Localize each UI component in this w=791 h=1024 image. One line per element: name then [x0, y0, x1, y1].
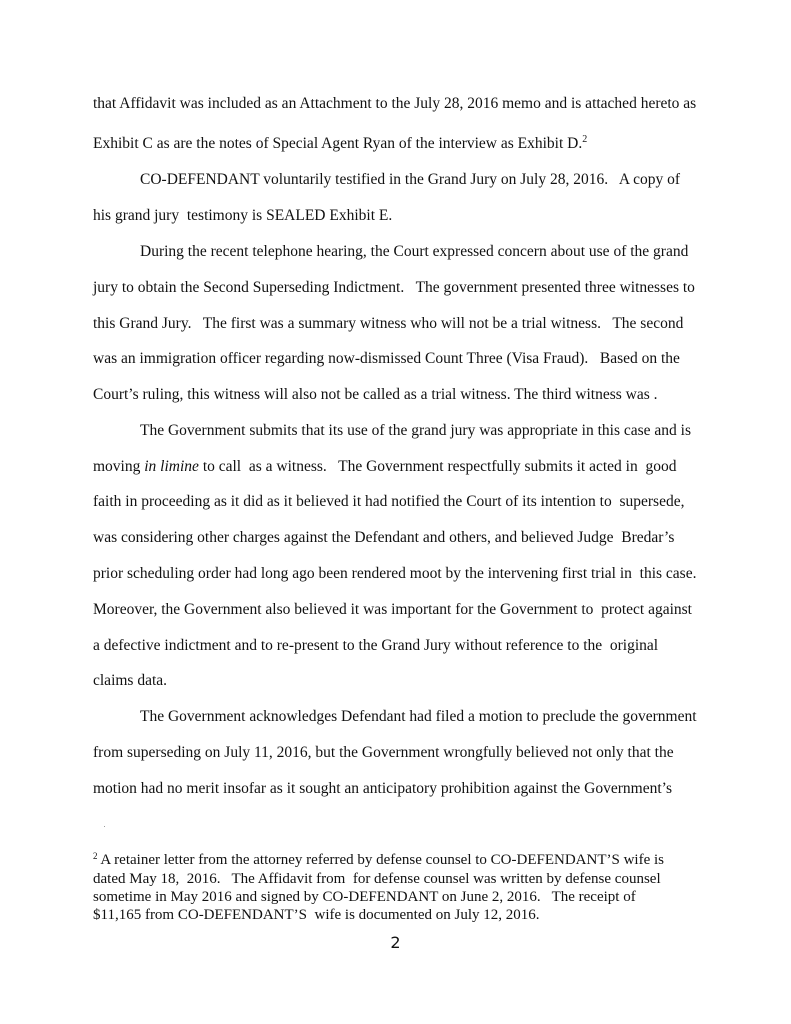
page-number: 2	[390, 933, 401, 952]
body-text-line	[93, 134, 587, 154]
body-text-line: claims data.	[93, 672, 168, 689]
scan-speck	[104, 826, 105, 827]
footnote-line: sometime in May 2016 and signed by CO-DEFENDANT on June 2, 2016. The receipt of	[93, 889, 636, 905]
body-text-line: During the recent telephone hearing, the Court expressed concern about use of the grand	[140, 243, 689, 260]
body-text-line: The Government acknowledges Defendant had filed a motion to preclude the government	[140, 708, 697, 725]
footnote-line: dated May 18, 2016. The Affidavit from for defense counsel was written by defense counsel	[93, 871, 661, 887]
body-text-segment: moving	[93, 458, 145, 475]
body-text-line: faith in proceeding as it did as it believed it had notified the Court of its intention to supersede,	[93, 493, 685, 510]
body-text-line: prior scheduling order had long ago been rendered moot by the intervening first trial in this case.	[93, 565, 697, 582]
body-text-line: a defective indictment and to re-present to the Grand Jury without reference to the original	[93, 637, 659, 654]
body-text-line: this Grand Jury. The first was a summary witness who will not be a trial witness. The second	[93, 315, 684, 332]
body-text-line: was an immigration officer regarding now-dismissed Count Three (Visa Fraud). Based on the	[93, 350, 680, 367]
body-text-line: his grand jury testimony is SEALED Exhibit E.	[93, 207, 393, 224]
italic-legal-term: in limine	[144, 458, 199, 475]
body-text-line: The Government submits that its use of the grand jury was appropriate in this case and is	[140, 422, 691, 439]
body-text-line: jury to obtain the Second Superseding Indictment. The government presented three witnesses to	[93, 279, 695, 296]
body-text-line: Court’s ruling, this witness will also not be called as a trial witness. The third witness was .	[93, 386, 658, 403]
footnote-text: A retainer letter from the attorney referred by defense counsel to CO-DEFENDANT’S wife is	[97, 852, 664, 868]
body-text-segment: Exhibit C as are the notes of Special Agent Ryan of the interview as Exhibit D.	[93, 135, 583, 152]
footnote-line	[93, 852, 664, 869]
footnote-reference: 2	[582, 134, 588, 145]
body-text-line	[93, 457, 676, 477]
body-text-line: was considering other charges against the Defendant and others, and believed Judge Bredar’s	[93, 529, 675, 546]
footnote-line: $11,165 from CO-DEFENDANT’S wife is documented on July 12, 2016.	[93, 907, 540, 923]
body-text-line: from superseding on July 11, 2016, but the Government wrongfully believed not only that the	[93, 744, 674, 761]
body-text-line: that Affidavit was included as an Attachment to the July 28, 2016 memo and is attached hereto as	[93, 95, 697, 112]
body-text-segment: to call as a witness. The Government respectfully submits it acted in good	[198, 458, 677, 475]
body-text-line: Moreover, the Government also believed it was important for the Government to protect against	[93, 601, 692, 618]
body-text-line: motion had no merit insofar as it sought an anticipatory prohibition against the Government’s	[93, 780, 672, 797]
footnote-marker: 2	[93, 851, 98, 861]
body-text-line: CO-DEFENDANT voluntarily testified in the Grand Jury on July 28, 2016. A copy of	[140, 171, 681, 188]
